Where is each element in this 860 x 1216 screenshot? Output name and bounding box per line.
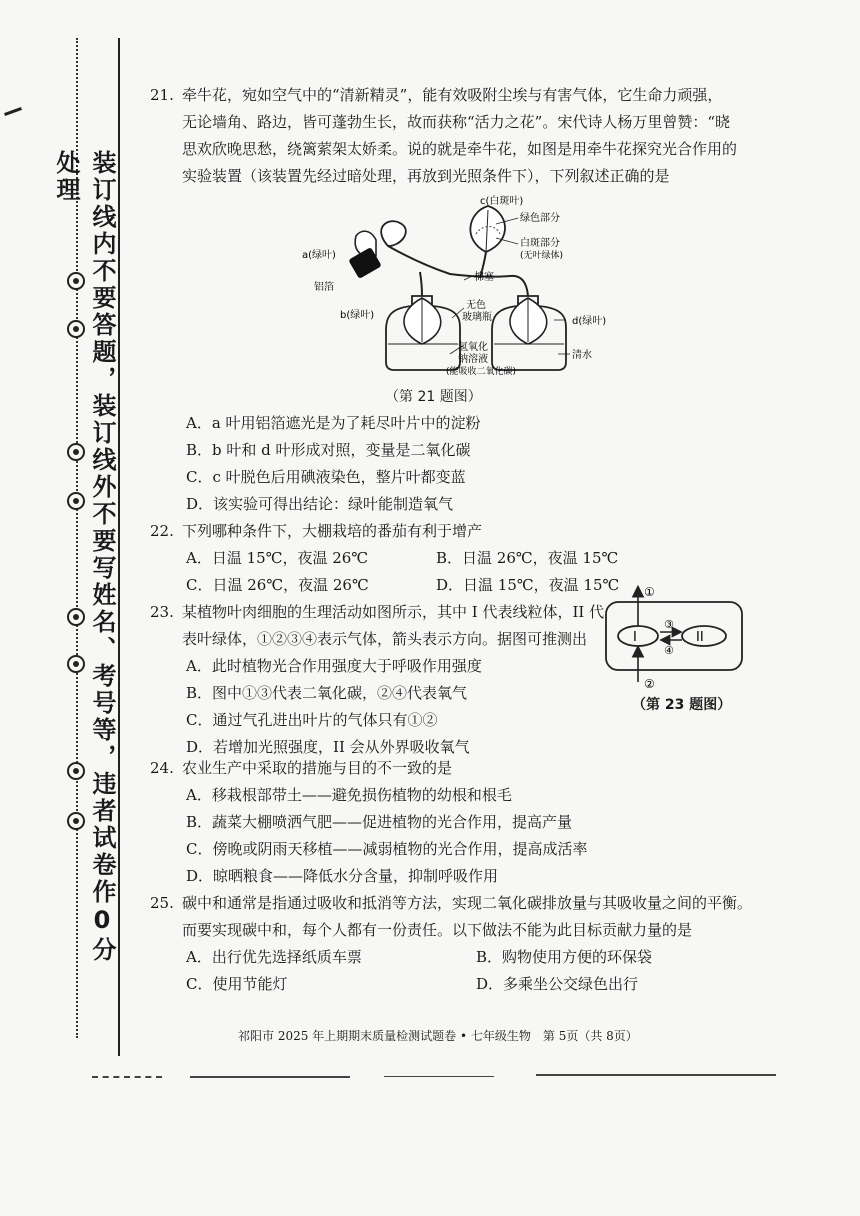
q21-figure [300, 194, 620, 390]
option-b[interactable]: B．b 叶和 d 叶形成对照，变量是二氧化碳 [186, 441, 471, 459]
question-stem-line: 无论墙角、路边，皆可蓬勃生长，故而获称“活力之花”。宋代诗人杨万里曾赞：“晓 [182, 113, 731, 131]
question-number: 21. [150, 86, 174, 104]
binding-circle-icon [67, 608, 85, 626]
bottom-rule [190, 1076, 350, 1078]
option-d[interactable]: D．晾晒粮食——降低水分含量，抑制呼吸作用 [186, 867, 499, 885]
option-b[interactable]: B．图中①③代表二氧化碳，②④代表氧气 [186, 684, 468, 702]
binding-circle-icon [67, 812, 85, 830]
label-white-part-note: (无叶绿体) [520, 251, 564, 261]
bottom-rule [92, 1076, 162, 1078]
question-stem-line: 而要实现碳中和，每个人都有一份责任。以下做法不能为此目标贡献力量的是 [182, 921, 693, 939]
label-naoh-1: 氢氧化 [458, 342, 488, 353]
option-c[interactable]: C．日温 26℃，夜温 26℃ [186, 576, 369, 594]
label-a: a(绿叶) [302, 250, 336, 261]
figure-23-caption: （第 23 题图） [632, 697, 732, 713]
option-b[interactable]: B．日温 26℃，夜温 15℃ [436, 549, 619, 567]
question-number: 23. [150, 603, 174, 621]
option-a[interactable]: A．出行优先选择纸质车票 [186, 948, 362, 966]
label-b: b(绿叶) [340, 310, 375, 321]
option-c[interactable]: C．傍晚或阴雨天移植——减弱植物的光合作用，提高成活率 [186, 840, 588, 858]
option-d[interactable]: D．日温 15℃，夜温 15℃ [436, 576, 620, 594]
option-a[interactable]: A．日温 15℃，夜温 26℃ [186, 549, 369, 567]
label-d: d(绿叶) [572, 316, 607, 327]
binding-circle-icon [67, 443, 85, 461]
question-stem: 农业生产中采取的措施与目的不一致的是 [182, 759, 453, 777]
question-21-options [150, 410, 770, 518]
label-foil: 铝箔 [314, 282, 334, 293]
question-number: 22. [150, 522, 174, 540]
bottom-rule [384, 1076, 494, 1077]
label-4: ④ [664, 644, 674, 657]
label-water: 清水 [572, 350, 592, 361]
question-stem-line: 牵牛花，宛如空气中的“清新精灵”，能有效吸附尘埃与有害气体，它生命力顽强， [182, 86, 723, 104]
question-24 [150, 755, 770, 890]
question-stem-line: 思欢欣晚思愁，绕篱萦架太娇柔。说的就是牵牛花，如图是用牵牛花探究光合作用的 [182, 140, 738, 158]
option-a[interactable]: A．此时植物光合作用强度大于呼吸作用强度 [186, 657, 482, 675]
label-I: I [633, 630, 637, 645]
label-green-part: 绿色部分 [520, 213, 560, 224]
label-naoh-2: 钠溶液 [458, 354, 488, 365]
label-1: ① [644, 585, 655, 599]
option-d[interactable]: D．若增加光照强度，II 会从外界吸收氧气 [186, 738, 470, 756]
option-d[interactable]: D．多乘坐公交绿色出行 [476, 975, 639, 993]
question-stem-line: 表叶绿体，①②③④表示气体，箭头表示方向。据图可推测出 [182, 630, 588, 648]
binding-notice: 装订线内不要答题，装订线外不要写姓名、考号等，违者试卷作0分处理 [52, 150, 116, 964]
question-number: 25. [150, 894, 174, 912]
figure-21-caption: （第 21 题图） [385, 389, 482, 405]
label-bottle-1: 无色 [466, 300, 486, 311]
option-c[interactable]: C．c 叶脱色后用碘液染色，整片叶都变蓝 [186, 468, 466, 486]
option-a[interactable]: A．a 叶用铝箔遮光是为了耗尽叶片中的淀粉 [186, 414, 481, 432]
option-b[interactable]: B．蔬菜大棚喷洒气肥——促进植物的光合作用，提高产量 [186, 813, 573, 831]
scan-mark [4, 107, 22, 116]
question-stem-line: 实验装置（该装置先经过暗处理，再放到光照条件下），下列叙述正确的是 [182, 167, 670, 185]
bottom-rule [536, 1074, 776, 1076]
label-3: ③ [664, 618, 674, 631]
option-d[interactable]: D．该实验可得出结论：绿叶能制造氧气 [186, 495, 454, 513]
question-stem-line: 某植物叶肉细胞的生理活动如图所示，其中 I 代表线粒体，II 代 [182, 603, 605, 621]
label-2: ② [644, 677, 655, 690]
label-white-part: 白斑部分 [520, 238, 560, 249]
q23-figure [600, 582, 750, 690]
question-stem: 下列哪种条件下，大棚栽培的番茄有利于增产 [182, 522, 483, 540]
question-23 [150, 599, 610, 761]
question-number: 24. [150, 759, 174, 777]
option-a[interactable]: A．移栽根部带土——避免损伤植物的幼根和根毛 [186, 786, 512, 804]
option-b[interactable]: B．购物使用方便的环保袋 [476, 948, 653, 966]
option-c[interactable]: C．使用节能灯 [186, 975, 288, 993]
binding-circle-icon [67, 655, 85, 673]
label-naoh-3: (能吸收二氧化碳) [446, 367, 517, 377]
binding-circle-icon [67, 272, 85, 290]
question-21 [150, 82, 770, 190]
leaf-a [381, 221, 406, 246]
label-c: c(白斑叶) [480, 196, 524, 207]
binding-circle-icon [67, 492, 85, 510]
page-footer: 祁阳市 2025 年上期期末质量检测试题卷 • 七年级生物 第 5页（共 8页） [238, 1029, 638, 1043]
question-stem-line: 碳中和通常是指通过吸收和抵消等方法，实现二氧化碳排放量与其吸收量之间的平衡。 [182, 894, 753, 912]
label-cotton: 棉塞 [474, 272, 494, 283]
binding-circle-icon [67, 320, 85, 338]
question-25 [150, 890, 790, 998]
option-c[interactable]: C．通过气孔进出叶片的气体只有①② [186, 711, 438, 729]
label-II: II [696, 630, 704, 645]
binding-circle-icon [67, 762, 85, 780]
label-bottle-2: 玻璃瓶 [462, 312, 492, 323]
